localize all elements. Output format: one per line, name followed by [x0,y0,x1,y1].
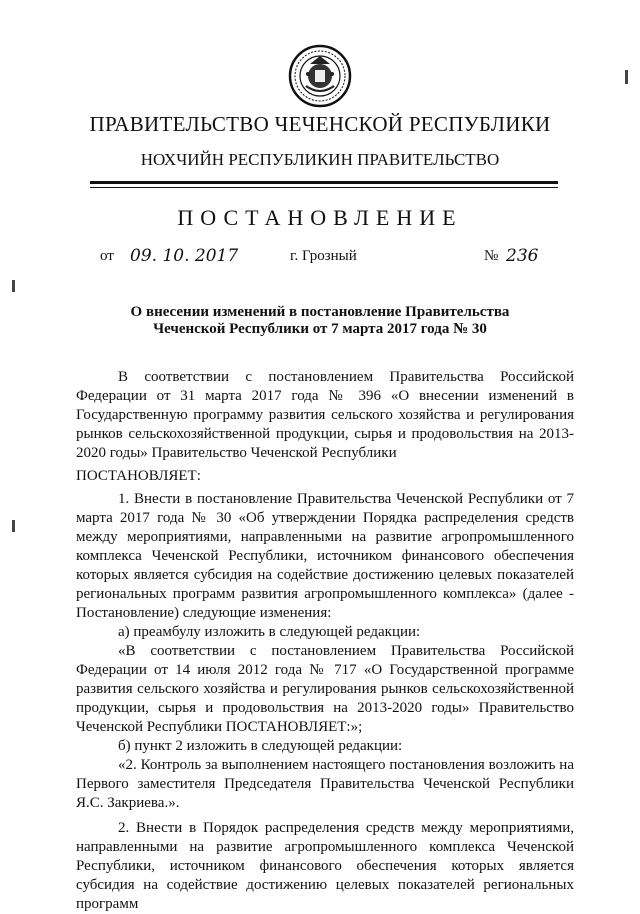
number-label: № [484,248,499,264]
city: г. Грозный [290,248,357,264]
date-value: 09. 10. 2017 [130,246,239,266]
document-body [76,368,574,914]
item-1a-paragraph: а) преамбулу изложить в следующей редакции: [118,624,421,640]
item-2-paragraph: 2. Внести в Порядок распределения средств между мероприятиями, направленными на развитие агропромышленного комплекса Чеченской Республики, источником финансового обеспечения которых является субсидия на содействие достижению целевых показателей региональных программ [76,820,574,912]
item-1b-paragraph: б) пункт 2 изложить в следующей редакции: [118,738,403,754]
date-label: от [100,248,114,264]
scan-mark [625,70,628,84]
header-divider-thick [90,181,558,184]
heading-line-2: Чеченской Республики от 7 марта 2017 года № 30 [153,321,487,337]
number-value: 236 [506,246,539,266]
item-1a-text: «В соответствии с постановлением Правительства Российской Федерации от 14 июля 2012 года № 717 «О Государственной программе развития сельского хозяйства и регулирования рынков сельскохозяйственной продукции, сырья и продовольствия на 2013-2020 годы» Правительство Чеченской Республики ПОСТАНОВЛЯЕТ:»; [76,643,574,735]
document-type: ПОСТАНОВЛЕНИЕ [177,205,463,230]
government-subtitle: НОХЧИЙН РЕСПУБЛИКИН ПРАВИТЕЛЬСТВО [140,150,500,169]
decree-word: ПОСТАНОВЛЯЕТ: [76,468,201,484]
item-1b-text: «2. Контроль за выполнением настоящего постановления возложить на Первого заместителя Председателя Правительства Чеченской Республики Я.С. Закриева.». [76,757,574,811]
item-1-paragraph: 1. Внести в постановление Правительства Чеченской Республики от 7 марта 2017 года № 30 «Об утверждении Порядка распределения средств между мероприятиями, направленными на развитие агропромышленного комплекса Чеченской Республики, источником финансового обеспечения которых является субсидия на содействие достижению целевых показателей региональных программ развития агропромышленного комплекса» (далее - Постановление) следующие изменения: [76,491,574,621]
scan-mark [12,280,15,292]
preamble-paragraph: В соответствии с постановлением Правительства Российской Федерации от 31 марта 2017 года № 396 «О внесении изменений в Государственную программу развития сельского хозяйства и регулирования рынков сельскохозяйственной продукции, сырья и продовольствия на 2013-2020 годы» Правительство Чеченской Республики [76,369,574,461]
government-title: ПРАВИТЕЛЬСТВО ЧЕЧЕНСКОЙ РЕСПУБЛИКИ [89,112,551,136]
scan-mark [12,520,15,532]
state-emblem-icon [288,44,352,108]
document-heading [0,304,640,338]
header-divider-thin [90,187,558,188]
heading-line-1: О внесении изменений в постановление Правительства [130,304,510,320]
